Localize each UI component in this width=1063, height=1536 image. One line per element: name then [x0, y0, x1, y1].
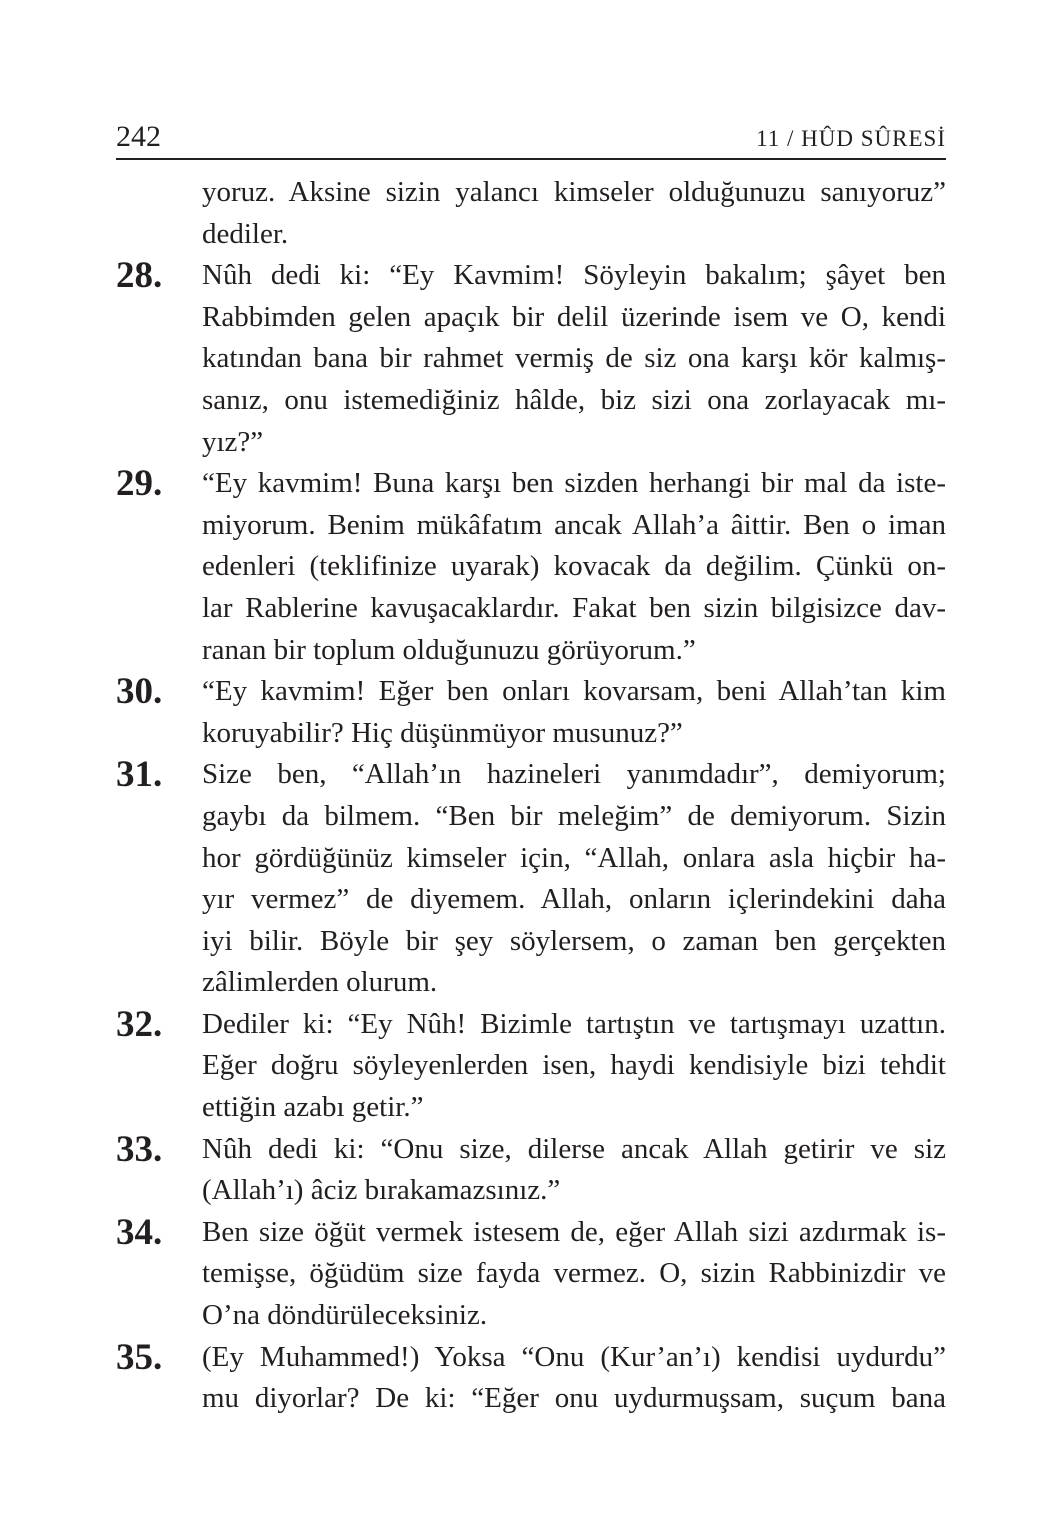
verse-number: 30.	[116, 671, 163, 713]
verse-28	[116, 255, 946, 463]
text-line: mu diyorlar? De ki: “Eğer onu uydurmuşsam, suçum bana	[202, 1382, 946, 1415]
text-line: Nûh dedi ki: “Onu size, dilerse ancak Allah getirir ve siz	[202, 1132, 946, 1165]
text-line: koruyabilir? Hiç düşünmüyor musunuz?”	[202, 716, 683, 749]
verse-number: 34.	[116, 1211, 163, 1253]
text-line: Eğer doğru söyleyenlerden isen, haydi kendisiyle bizi tehdit	[202, 1049, 946, 1082]
text-line: yız?”	[202, 425, 264, 458]
verse-number: 33.	[116, 1128, 163, 1170]
running-head: 11 / HÛD SÛRESİ	[756, 126, 946, 151]
verse-number: 31.	[116, 754, 163, 796]
text-line: ettiğin azabı getir.”	[202, 1091, 424, 1124]
text-line: Nûh dedi ki: “Ey Kavmim! Söyleyin bakalım; şâyet ben	[202, 259, 946, 292]
verse-continuation	[116, 172, 946, 255]
text-line: Size ben, “Allah’ın hazineleri yanımdadır”, demiyorum;	[202, 758, 946, 791]
verse-31	[116, 754, 946, 1004]
text-line: zâlimlerden olurum.	[202, 966, 438, 999]
verse-number: 32.	[116, 1003, 163, 1045]
text-line: Rabbimden gelen apaçık bir delil üzerinde isem ve O, kendi	[202, 300, 946, 333]
verse-33	[116, 1129, 946, 1212]
text-line: O’na döndürüleceksiniz.	[202, 1299, 488, 1332]
text-line: lar Rablerine kavuşacaklardır. Fakat ben sizin bilgisizce dav-	[202, 591, 946, 624]
text-line: yır vermez” de diyemem. Allah, onların içlerindekini daha	[202, 883, 946, 916]
text-line: sanız, onu istemediğiniz hâlde, biz sizi ona zorlayacak mı-	[202, 383, 946, 416]
body-text	[116, 172, 946, 1420]
verse-32	[116, 1004, 946, 1129]
text-line: iyi bilir. Böyle bir şey söylersem, o zaman ben gerçekten	[202, 924, 946, 957]
text-line: miyorum. Benim mükâfatım ancak Allah’a âittir. Ben o iman	[202, 508, 946, 541]
text-line: “Ey kavmim! Buna karşı ben sizden herhangi bir mal da iste-	[202, 467, 946, 500]
verse-number: 35.	[116, 1336, 163, 1378]
text-line: temişse, öğüdüm size fayda vermez. O, sizin Rabbinizdir ve	[202, 1257, 946, 1290]
text-line: hor gördüğünüz kimseler için, “Allah, onlara asla hiçbir ha-	[202, 841, 946, 874]
text-line: “Ey kavmim! Eğer ben onları kovarsam, beni Allah’tan kim	[202, 675, 946, 708]
text-line: edenleri (teklifinize uyarak) kovacak da değilim. Çünkü on-	[202, 550, 946, 583]
text-line: dediler.	[202, 217, 289, 250]
text-line: katından bana bir rahmet vermiş de siz ona karşı kör kalmış-	[202, 342, 946, 375]
page-number: 242	[116, 120, 161, 153]
text-line: Ben size öğüt vermek istesem de, eğer Allah sizi azdırmak is-	[202, 1215, 946, 1248]
text-line: ranan bir toplum olduğunuzu görüyorum.”	[202, 633, 696, 666]
text-line: (Allah’ı) âciz bırakamazsınız.”	[202, 1174, 561, 1207]
verse-number: 28.	[116, 255, 163, 297]
text-line: (Ey Muhammed!) Yoksa “Onu (Kur’an’ı) kendisi uydurdu”	[202, 1340, 946, 1373]
verse-30	[116, 671, 946, 754]
text-line: Dediler ki: “Ey Nûh! Bizimle tartıştın ve tartışmayı uzattın.	[202, 1007, 946, 1040]
verse-number: 29.	[116, 463, 163, 505]
verse-34	[116, 1212, 946, 1337]
verse-35	[116, 1337, 946, 1420]
verse-29	[116, 463, 946, 671]
text-line: gaybı da bilmem. “Ben bir meleğim” de demiyorum. Sizin	[202, 799, 946, 832]
page-header	[116, 112, 946, 160]
text-line: yoruz. Aksine sizin yalancı kimseler olduğunuzu sanıyoruz”	[202, 176, 946, 208]
